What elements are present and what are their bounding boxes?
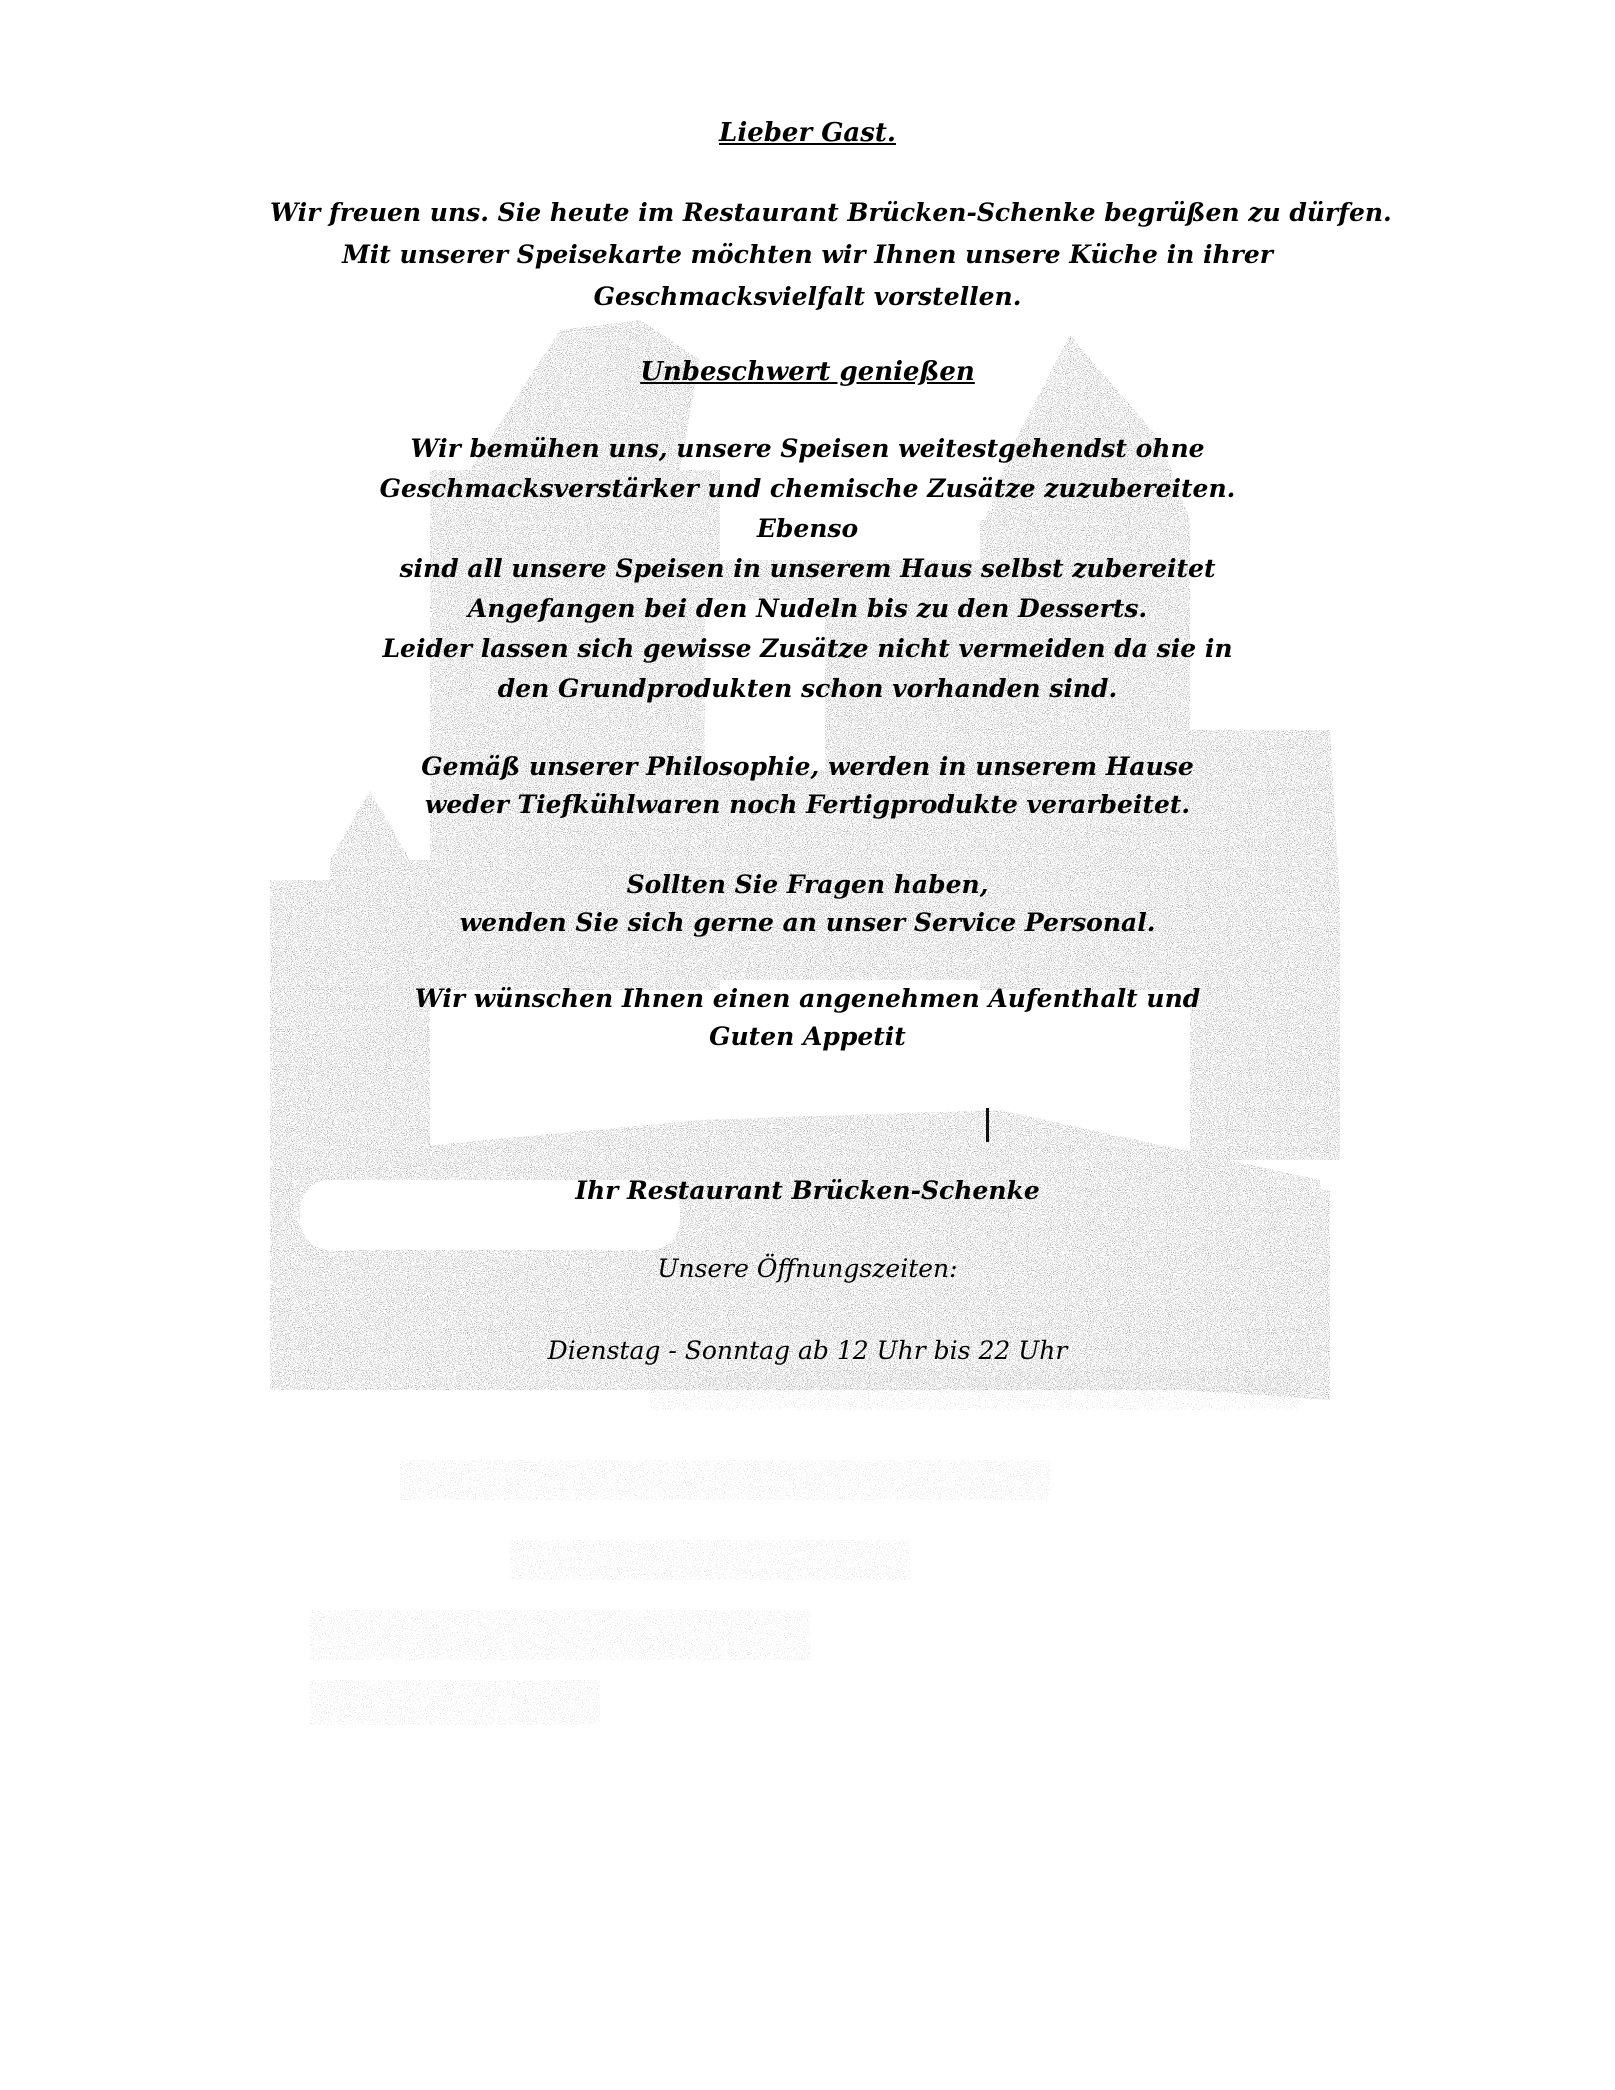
section-body-line-7: den Grundprodukten schon vorhanden sind. <box>497 674 1118 703</box>
signature: Ihr Restaurant Brücken-Schenke <box>575 1176 1040 1205</box>
intro-line-3: Geschmacksvielfalt vorstellen. <box>593 282 1022 311</box>
signature-mark <box>986 1108 989 1142</box>
questions-line-1: Sollten Sie Fragen haben, <box>626 870 989 899</box>
section-heading: Unbeschwert genießen <box>640 357 975 387</box>
intro-line-2: Mit unserer Speisekarte möchten wir Ihnen unsere Küche in ihrer <box>342 240 1273 269</box>
opening-hours: Dienstag - Sonntag ab 12 Uhr bis 22 Uhr <box>547 1336 1068 1365</box>
section-body-line-1: Wir bemühen uns, unsere Speisen weitestgehendst ohne <box>410 434 1205 463</box>
section-body-line-6: Leider lassen sich gewisse Zusätze nicht vermeiden da sie in <box>382 634 1233 663</box>
wishes-line-2: Guten Appetit <box>709 1022 906 1051</box>
section-body-line-2: Geschmacksverstärker und chemische Zusätze zuzubereiten. <box>379 474 1236 503</box>
questions-line-2: wenden Sie sich gerne an unser Service Personal. <box>459 908 1156 937</box>
greeting: Lieber Gast. <box>719 118 896 148</box>
section-body-line-5: Angefangen bei den Nudeln bis zu den Desserts. <box>467 594 1148 623</box>
wishes-line-1: Wir wünschen Ihnen einen angenehmen Aufenthalt und <box>414 984 1201 1013</box>
section-body-line-4: sind all unsere Speisen in unserem Haus selbst zubereitet <box>399 554 1216 583</box>
section-body-line-3: Ebenso <box>756 514 859 543</box>
intro-line-1: Wir freuen uns. Sie heute im Restaurant Brücken-Schenke begrüßen zu dürfen. <box>270 198 1392 227</box>
hours-label: Unsere Öffnungszeiten: <box>657 1254 958 1283</box>
philosophy-line-2: weder Tiefkühlwaren noch Fertigprodukte verarbeitet. <box>424 790 1191 819</box>
philosophy-line-1: Gemäß unserer Philosophie, werden in unserem Hause <box>421 752 1194 781</box>
